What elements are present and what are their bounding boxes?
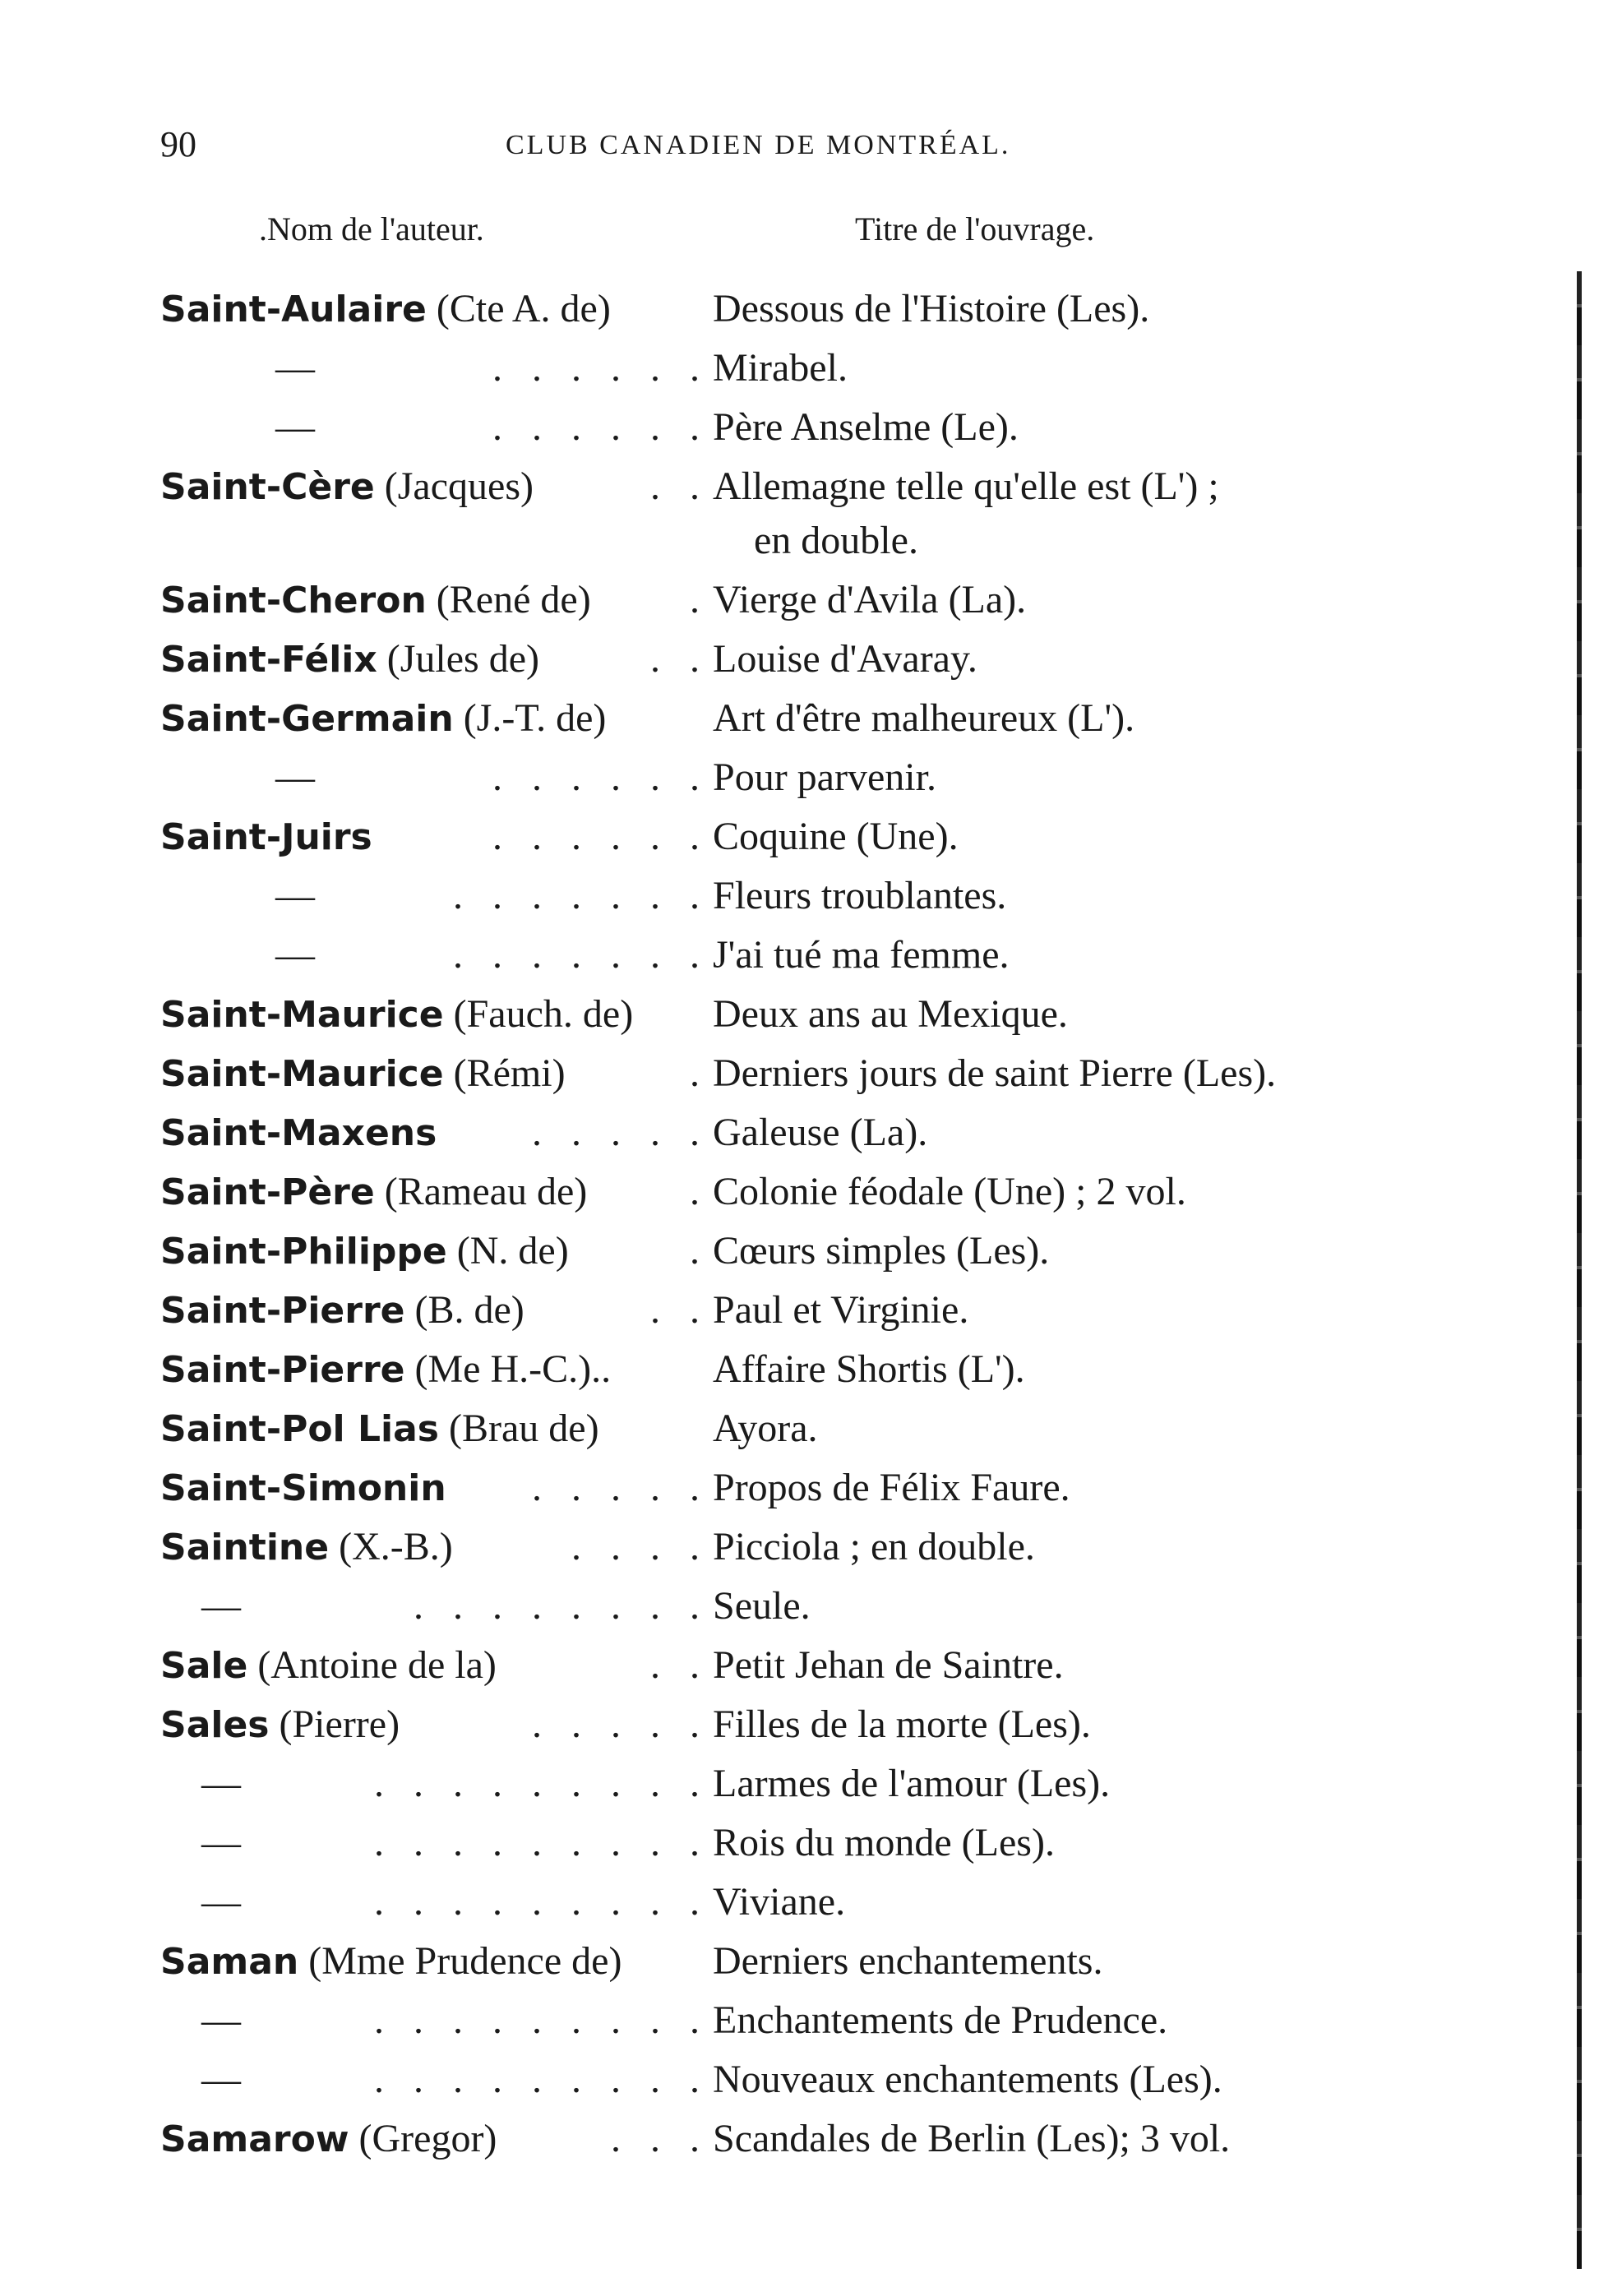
- author-surname: Saint-Aulaire: [160, 289, 427, 330]
- entry-title: Filles de la morte (Les).: [713, 1702, 1091, 1746]
- entry-title: Larmes de l'amour (Les).: [713, 1762, 1111, 1805]
- entry-title: Seule.: [713, 1584, 811, 1628]
- entry-title: Cœurs simples (Les).: [713, 1229, 1050, 1273]
- catalog-entry: [160, 866, 1443, 926]
- ditto-dash: —: [201, 1821, 241, 1864]
- entry-title: Coquine (Une).: [713, 815, 959, 858]
- entry-title: Picciola ; en double.: [713, 1525, 1035, 1568]
- column-headers: [160, 210, 1443, 251]
- ditto-dash: —: [275, 405, 315, 449]
- entry-title: Derniers enchantements.: [713, 1939, 1103, 1983]
- leader-dots: .: [690, 578, 709, 621]
- entry-author: [160, 1458, 446, 1518]
- catalog-entry: [160, 926, 1443, 985]
- ditto-dash: —: [275, 933, 315, 977]
- ditto-dash: —: [201, 1584, 241, 1628]
- leader-dots: .: [690, 1170, 709, 1213]
- catalog-entry: [160, 748, 1443, 807]
- entry-author: [160, 1636, 497, 1696]
- entry-author: [160, 1932, 622, 1992]
- entry-author: [160, 1044, 566, 1104]
- leader-dots: . . . . . .: [492, 755, 709, 799]
- author-surname: Saint-Germain: [160, 698, 454, 740]
- leader-dots: . . . . . . . . .: [374, 2058, 709, 2101]
- ditto-dash: —: [201, 1998, 241, 2042]
- ditto-dash: —: [201, 2058, 241, 2101]
- catalog-entry: [160, 1044, 1443, 1103]
- catalog-entry: [160, 1695, 1443, 1754]
- catalog-entry: [160, 1340, 1443, 1399]
- author-surname: Saint-Simonin: [160, 1467, 446, 1509]
- entry-author: [160, 1399, 599, 1459]
- catalog-entries: [160, 279, 1443, 2169]
- entry-author: [160, 1103, 437, 1163]
- catalog-entry: [160, 1873, 1443, 1932]
- entry-title: Colonie féodale (Une) ; 2 vol.: [713, 1170, 1186, 1213]
- catalog-entry: [160, 571, 1443, 630]
- ditto-dash: —: [201, 1880, 241, 1924]
- entry-title: Allemagne telle qu'elle est (L') ;: [713, 464, 1219, 508]
- entry-title: J'ai tué ma femme.: [713, 933, 1010, 977]
- leader-dots: . . . . . . . . .: [374, 1821, 709, 1864]
- entry-author: [160, 1873, 241, 1932]
- entry-author: [160, 571, 591, 631]
- entry-title: Paul et Virginie.: [713, 1288, 969, 1332]
- entry-title: Rois du monde (Les).: [713, 1821, 1055, 1864]
- leader-dots: .: [690, 1051, 709, 1095]
- author-surname: Saint-Cère: [160, 466, 375, 508]
- leader-dots: . .: [650, 1643, 709, 1687]
- leader-dots: . . . .: [571, 1525, 709, 1568]
- leader-dots: . . . . .: [532, 1466, 709, 1509]
- author-given-name: (X.-B.): [329, 1525, 453, 1568]
- entry-title: Vierge d'Avila (La).: [713, 578, 1027, 621]
- column-header-title: Titre de l'ouvrage.: [855, 210, 1095, 247]
- leader-dots: . . . . . . .: [453, 874, 709, 917]
- catalog-entry: [160, 2109, 1443, 2169]
- entry-title: en double.: [754, 519, 918, 562]
- entry-author: [160, 1991, 241, 2050]
- entry-author: [160, 630, 539, 690]
- author-given-name: (Gregor): [349, 2117, 497, 2160]
- leader-dots: . .: [650, 464, 709, 508]
- entry-title: Mirabel.: [713, 346, 848, 390]
- author-surname: Saintine: [160, 1527, 330, 1568]
- running-title: CLUB CANADIEN DE MONTRÉAL.: [506, 130, 1011, 160]
- author-given-name: (Brau de): [438, 1407, 599, 1450]
- entry-title: Ayora.: [713, 1407, 818, 1450]
- catalog-entry: [160, 630, 1443, 689]
- leader-dots: . .: [650, 637, 709, 681]
- catalog-entry: [160, 1399, 1443, 1458]
- entry-title: Dessous de l'Histoire (Les).: [713, 287, 1150, 330]
- entry-continuation: [160, 516, 1443, 571]
- catalog-entry: [160, 1518, 1443, 1577]
- entry-author: [160, 807, 372, 867]
- entry-title: Galeuse (La).: [713, 1111, 928, 1154]
- author-given-name: (J.-T. de): [453, 696, 607, 740]
- catalog-entry: [160, 457, 1443, 516]
- author-surname: Saint-Philippe: [160, 1231, 447, 1273]
- author-surname: Saint-Félix: [160, 639, 377, 681]
- author-given-name: (Pierre): [269, 1702, 400, 1746]
- entry-title: Père Anselme (Le).: [713, 405, 1019, 449]
- entry-author: [160, 1162, 587, 1222]
- author-surname: Saint-Maurice: [160, 994, 444, 1036]
- leader-dots: . . . . . . . .: [414, 1584, 709, 1628]
- entry-author: [160, 1754, 241, 1813]
- entry-author: [160, 866, 315, 926]
- author-surname: Saman: [160, 1941, 299, 1983]
- entry-author: [160, 1281, 524, 1341]
- author-surname: Saint-Pierre: [160, 1290, 405, 1332]
- author-given-name: (Mme Prudence de): [298, 1939, 622, 1983]
- catalog-entry: [160, 1754, 1443, 1813]
- catalog-entry: [160, 689, 1443, 748]
- entry-title: Derniers jours de saint Pierre (Les).: [713, 1051, 1277, 1095]
- leader-dots: . . . . .: [532, 1111, 709, 1154]
- entry-author: [160, 339, 315, 398]
- entry-title: Nouveaux enchantements (Les).: [713, 2058, 1222, 2101]
- entry-title: Affaire Shortis (L').: [713, 1347, 1025, 1391]
- author-given-name: (Fauch. de): [443, 992, 634, 1036]
- leader-dots: . . . . .: [532, 1702, 709, 1746]
- author-given-name: (René de): [426, 578, 591, 621]
- leader-dots: . . .: [611, 2117, 709, 2160]
- entry-author: [160, 1813, 241, 1873]
- author-surname: Sale: [160, 1645, 248, 1687]
- entry-author: [160, 2109, 497, 2169]
- leader-dots: .: [690, 1229, 709, 1273]
- column-header-author: .Nom de l'auteur.: [259, 210, 484, 247]
- entry-author: [160, 1695, 400, 1755]
- ditto-dash: —: [275, 874, 315, 917]
- leader-dots: . . . . . . . . .: [374, 1880, 709, 1924]
- entry-author: [160, 398, 315, 457]
- entry-author: [160, 1222, 569, 1282]
- catalog-entry: [160, 279, 1443, 339]
- entry-author: [160, 279, 611, 340]
- author-given-name: (Jacques): [374, 464, 534, 508]
- entry-title: Scandales de Berlin (Les); 3 vol.: [713, 2117, 1231, 2160]
- author-given-name: (Cte A. de): [426, 287, 611, 330]
- page-header: [160, 123, 1443, 173]
- entry-title: Art d'être malheureux (L').: [713, 696, 1135, 740]
- entry-title: Louise d'Avaray.: [713, 637, 977, 681]
- entry-author: [160, 1577, 241, 1636]
- leader-dots: . . . . . . . . .: [374, 1998, 709, 2042]
- catalog-entry: [160, 1813, 1443, 1873]
- ditto-dash: —: [201, 1762, 241, 1805]
- leader-dots: . .: [650, 1288, 709, 1332]
- entry-title: Petit Jehan de Saintre.: [713, 1643, 1064, 1687]
- catalog-entry: [160, 1991, 1443, 2050]
- catalog-entry: [160, 1103, 1443, 1162]
- catalog-entry: [160, 1458, 1443, 1518]
- author-given-name: (B. de): [404, 1288, 524, 1332]
- leader-dots: . . . . . .: [492, 346, 709, 390]
- entry-title: Propos de Félix Faure.: [713, 1466, 1070, 1509]
- catalog-entry: [160, 398, 1443, 457]
- author-given-name: (N. de): [446, 1229, 569, 1273]
- author-surname: Saint-Juirs: [160, 816, 372, 858]
- entry-author: [160, 1340, 611, 1400]
- catalog-entry: [160, 807, 1443, 866]
- catalog-entry: [160, 1281, 1443, 1340]
- entry-author: [160, 926, 315, 985]
- entry-author: [160, 748, 315, 807]
- author-given-name: (Rémi): [443, 1051, 566, 1095]
- author-surname: Saint-Maxens: [160, 1112, 437, 1154]
- entry-author: [160, 1518, 453, 1578]
- author-given-name: (Rameau de): [374, 1170, 588, 1213]
- author-given-name: (Jules de): [377, 637, 540, 681]
- author-surname: Sales: [160, 1704, 270, 1746]
- ditto-dash: —: [275, 755, 315, 799]
- ditto-dash: —: [275, 346, 315, 390]
- entry-title: Deux ans au Mexique.: [713, 992, 1068, 1036]
- catalog-entry: [160, 339, 1443, 398]
- author-surname: Saint-Père: [160, 1171, 375, 1213]
- author-given-name: (Me H.-C.)..: [404, 1347, 612, 1391]
- catalog-entry: [160, 1577, 1443, 1636]
- catalog-entry: [160, 985, 1443, 1044]
- author-surname: Samarow: [160, 2118, 349, 2160]
- leader-dots: . . . . . .: [492, 405, 709, 449]
- entry-title: Fleurs troublantes.: [713, 874, 1007, 917]
- entry-author: [160, 689, 606, 749]
- author-given-name: (Antoine de la): [247, 1643, 497, 1687]
- entry-title: Enchantements de Prudence.: [713, 1998, 1168, 2042]
- entry-title: Viviane.: [713, 1880, 846, 1924]
- author-surname: Saint-Pierre: [160, 1349, 405, 1391]
- entry-author: [160, 2050, 241, 2109]
- catalog-entry: [160, 2050, 1443, 2109]
- author-surname: Saint-Cheron: [160, 580, 427, 621]
- author-surname: Saint-Pol Lias: [160, 1408, 439, 1450]
- entry-author: [160, 985, 633, 1045]
- leader-dots: . . . . . . . . .: [374, 1762, 709, 1805]
- leader-dots: . . . . . .: [492, 815, 709, 858]
- catalog-entry: [160, 1636, 1443, 1695]
- catalog-entry: [160, 1222, 1443, 1281]
- page-edge-mark: [1577, 271, 1582, 2269]
- page-number: 90: [160, 124, 196, 164]
- leader-dots: . . . . . . .: [453, 933, 709, 977]
- author-surname: Saint-Maurice: [160, 1053, 444, 1095]
- catalog-entry: [160, 1162, 1443, 1222]
- entry-author: [160, 457, 534, 517]
- entry-title: Pour parvenir.: [713, 755, 936, 799]
- catalog-entry: [160, 1932, 1443, 1991]
